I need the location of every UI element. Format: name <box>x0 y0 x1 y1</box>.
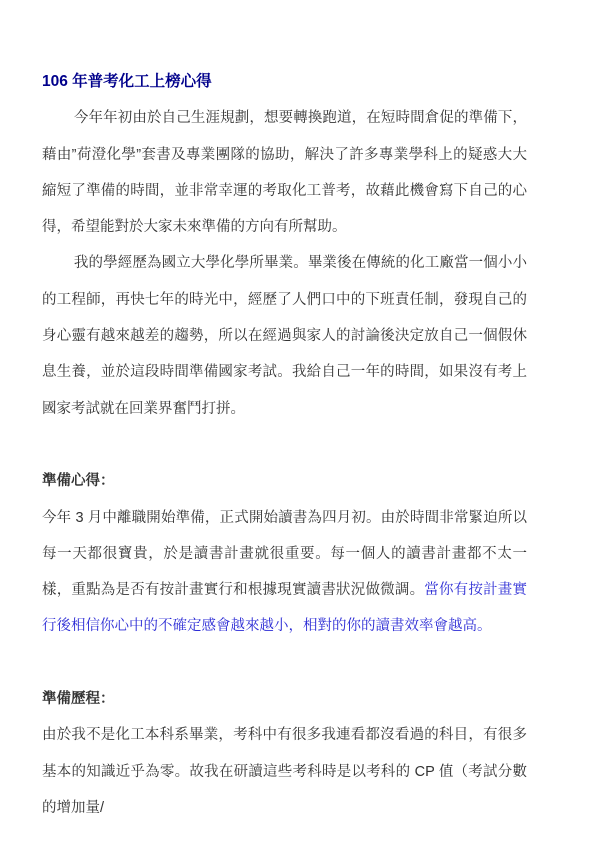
preparation-thoughts-text: 今年 3 月中離職開始準備，正式開始讀書為四月初。由於時間非常緊迫所以每一天都很寶貴，於是讀書計畫就很重要。每一個人的讀書計畫都不太一樣，重點為是否有按計畫實行和根據現實讀書狀況做微調。 <box>42 509 527 599</box>
section-heading-preparation-thoughts: 準備心得： <box>42 473 115 490</box>
section-heading-preparation-process: 準備歷程： <box>42 691 115 708</box>
paragraph-preparation-thoughts <box>42 500 527 645</box>
blank-line-1 <box>42 427 527 463</box>
blank-line-2 <box>42 645 527 681</box>
paragraph-intro-2: 我的學經歷為國立大學化學所畢業。畢業後在傳統的化工廠當一個小小的工程師，再快七年的時光中，經歷了人們口中的下班責任制，發現自己的身心靈有越來越差的趨勢，所以在經過與家人的討論後決定放自己一個假休息生養，並於這段時間準備國家考試。我給自己一年的時間，如果沒有考上國家考試就在回業界奮鬥打拼。 <box>42 255 527 417</box>
preparation-thoughts-highlighted-text: 當你有按計畫實行後相信你心中的不確定感會越來越小，相對的你的讀書效率會越高。 <box>42 582 527 635</box>
paragraph-intro-1: 今年年初由於自己生涯規劃，想要轉換跑道，在短時間倉促的準備下，藉由”荷澄化學”套書及專業團隊的協助，解決了許多專業學科上的疑惑大大縮短了準備的時間，並非常幸運的考取化工普考，故藉此機會寫下自己的心得，希望能對於大家未來準備的方向有所幫助。 <box>42 110 527 236</box>
paragraph-preparation-process: 由於我不是化工本科系畢業，考科中有很多我連看都沒看過的科目，有很多基本的知識近乎為零。故我在研讀這些考科時是以考科的 CP 值（考試分數的增加量/ <box>42 727 527 816</box>
document-title: 106 年普考化工上榜心得 <box>42 73 212 90</box>
